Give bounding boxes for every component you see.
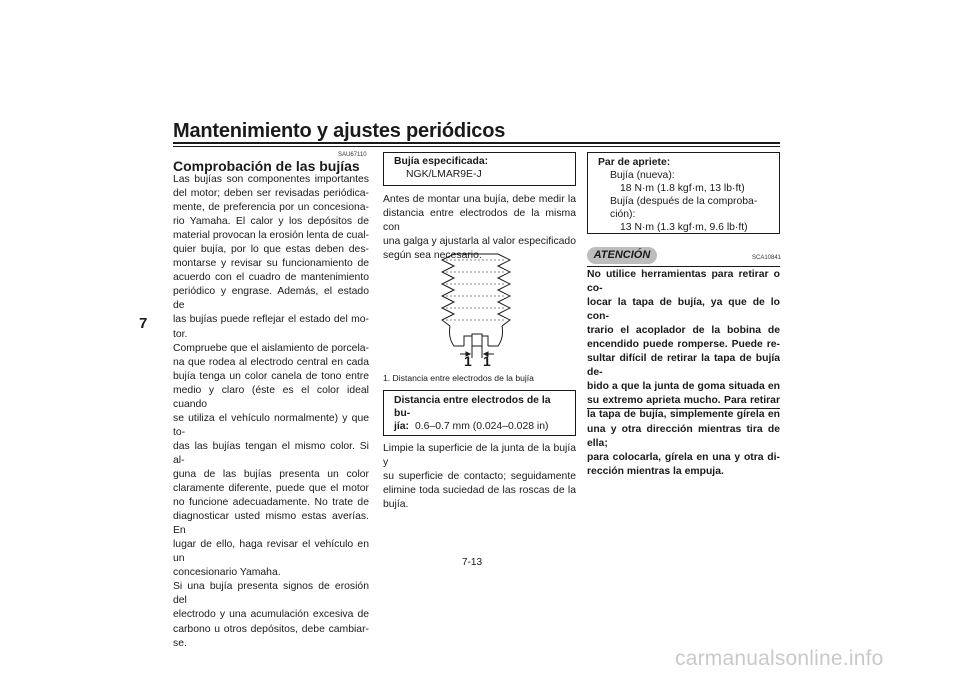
torque-box-title: Par de apriete: — [598, 157, 671, 168]
col1-body — [173, 173, 369, 651]
torque-line-3: Bujía (después de la comproba- — [610, 196, 758, 207]
header-rule — [173, 142, 780, 144]
col1-body-line: las bujías puede reflejar el estado del mo- — [173, 314, 369, 326]
gap-box-title-1: Distancia entre electrodos de la bu- — [394, 395, 551, 419]
col1-body-line: material provocan la erosión lenta de cual- — [173, 230, 369, 242]
spec-box-value: NGK/LMAR9E-J — [406, 169, 482, 180]
col2b-body-line: su superficie de contacto; seguidamente — [383, 471, 576, 483]
col1-body-line: Las bujías son componentes importantes — [173, 174, 369, 185]
electrode-gap-box — [383, 390, 576, 436]
warning-line: sultar difícil de retirar la tapa de bujía de- — [587, 353, 780, 379]
warning-line: locar la tapa de bujía, ya que de lo con- — [587, 297, 780, 323]
spark-plug-diagram — [436, 252, 526, 360]
col1-body-line: no funcione adecuadamente. No trate de — [173, 497, 369, 509]
warning-text — [587, 268, 780, 479]
page-title: Mantenimiento y ajustes periódicos — [173, 120, 506, 142]
col1-body-line: bujía tenga un color canela de tono entre — [173, 370, 369, 382]
section-code: SAU67110 — [338, 152, 367, 158]
col1-body-line: se utiliza el vehículo normalmente) y que to- — [173, 412, 369, 438]
col1-body-line: periódico y engrase. Además, el estado de — [173, 286, 369, 312]
warning-line: para colocarla, gírela en una y otra di- — [587, 451, 780, 463]
col1-body-line: carbono u otros depósitos, debe cambiar- — [173, 623, 369, 635]
col2b-body-line: Limpie la superficie de la junta de la bujía y — [383, 443, 576, 469]
col1-body-line: tor. — [173, 328, 188, 340]
callout-1-right: 1 — [483, 353, 491, 369]
col1-body-line: concesionario Yamaha. — [173, 567, 281, 579]
col2-body-b — [383, 442, 576, 512]
col2b-body-line: bujía. — [383, 499, 409, 511]
gap-box-title-2: jía: — [394, 421, 410, 432]
col1-body-line: guna de las bujías presenta un color — [173, 468, 369, 480]
warning-line: rección mientras la empuja. — [587, 465, 724, 477]
warning-line: trario el acoplador de la bobina de — [587, 325, 780, 337]
warning-code: SCA10841 — [752, 255, 782, 261]
col1-body-line: se. — [173, 637, 187, 649]
col1-body-line: acuerdo con el cuadro de mantenimiento — [173, 272, 369, 284]
col1-body-line: quier bujía, por lo que estas deben des- — [173, 244, 369, 256]
col2a-body-line: distancia entre electrodos de la misma con — [383, 208, 576, 234]
atencion-badge: ATENCIÓN — [587, 247, 657, 264]
col2a-body-line: según sea necesario. — [383, 250, 482, 262]
col1-body-line: mente, de preferencia por un concesiona- — [173, 202, 369, 214]
callout-1-left: 1 — [464, 353, 472, 369]
warning-line: bido a que la junta de goma situada en — [587, 381, 780, 393]
section-title: Comprobación de las bujías — [173, 158, 360, 174]
col2b-body-line: elimine toda suciedad de las roscas de la — [383, 485, 576, 497]
col1-body-line: medio y claro (éste es el color ideal cuando — [173, 384, 369, 410]
col1-body-line: claramente diferente, puede que el motor — [173, 483, 369, 495]
torque-box — [587, 152, 780, 234]
col1-body-line: Si una bujía presenta signos de erosión del — [173, 581, 369, 607]
chapter-number: 7 — [139, 315, 148, 332]
gap-box-value: 0.6–0.7 mm (0.024–0.028 in) — [415, 421, 549, 432]
col1-body-line: lugar de ello, haga revisar el vehículo en un — [173, 539, 369, 565]
col1-body-line: das las bujías tengan el mismo color. Si al- — [173, 440, 369, 466]
warning-line: su extremo aprieta mucho. Para retirar — [587, 395, 780, 407]
col2a-body-line: Antes de montar una bujía, debe medir la — [383, 194, 576, 205]
warning-line: la tapa de bujía, simplemente gírela en — [587, 409, 780, 421]
page-number: 7-13 — [462, 557, 483, 568]
col1-body-line: rio Yamaha. El calor y los depósitos de — [173, 216, 369, 228]
spec-box-title: Bujía especificada: — [394, 156, 489, 167]
col1-body-line: montarse y revisar su funcionamiento de — [173, 258, 369, 270]
watermark: carmanualsonline.info — [675, 647, 884, 670]
torque-line-4: ción): — [610, 209, 636, 220]
col1-body-line: Compruebe que el aislamiento de porcela- — [173, 342, 369, 354]
header-rule-thin — [173, 146, 780, 147]
col1-body-line: diagnosticar usted mismo estas averías. En — [173, 511, 369, 537]
warning-line: No utilice herramientas para retirar o co- — [587, 269, 780, 295]
col2a-body-line: una galga y ajustarla al valor especificado — [383, 236, 576, 248]
torque-line-2: 18 N·m (1.8 kgf·m, 13 lb·ft) — [620, 183, 745, 194]
warning-rule-bottom — [587, 408, 780, 409]
col1-body-line: del motor; deben ser revisadas periódica- — [173, 188, 369, 200]
col1-body-line: electrodo y una acumulación excesiva de — [173, 609, 369, 621]
torque-line-5: 13 N·m (1.3 kgf·m, 9.6 lb·ft) — [620, 222, 748, 233]
torque-line-1: Bujía (nueva): — [610, 170, 675, 181]
warning-line: encendido puede romperse. Puede re- — [587, 339, 780, 351]
figure-caption: 1. Distancia entre electrodos de la bujía — [383, 373, 534, 383]
col1-body-line: na que rodea al electrodo central en cada — [173, 356, 369, 368]
warning-line: una y otra dirección mientras tira de ella; — [587, 423, 780, 449]
warning-rule-top — [587, 266, 780, 267]
spark-plug-spec-box — [383, 152, 576, 186]
